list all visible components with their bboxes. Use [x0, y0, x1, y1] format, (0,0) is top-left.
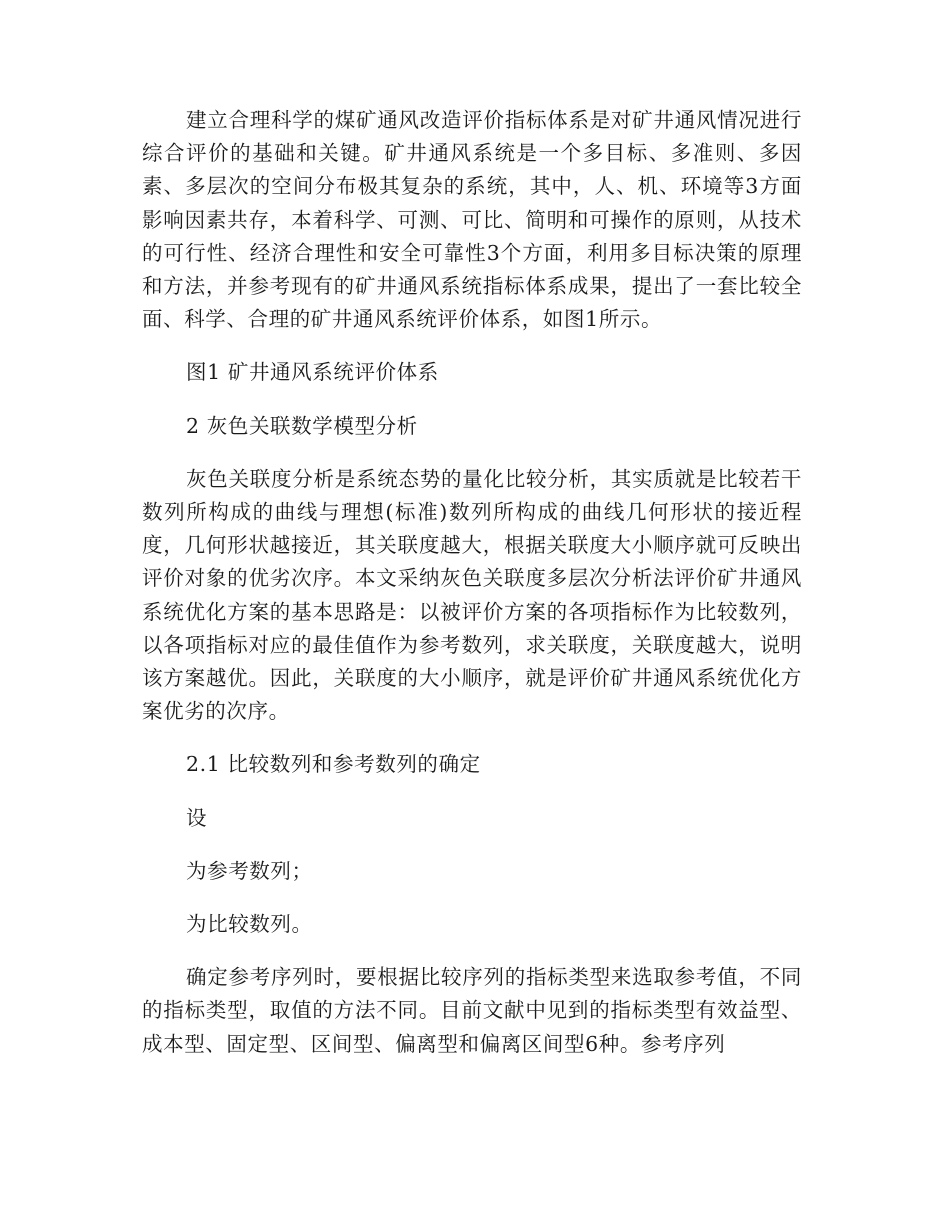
- line-comparison-sequence: 为比较数列。: [186, 912, 313, 937]
- document-page: [142, 104, 802, 1061]
- paragraph-evaluation-system: 建立合理科学的煤矿通风改造评价指标体系是对矿井通风情况进行综合评价的基础和关键。矿井通风系统是一个多目标、多准则、多因素、多层次的空间分布极其复杂的系统，其中，人、机、环境等3方面影响因素共存，本着科学、可测、可比、简明和可操作的原则，从技术的可行性、经济合理性和安全可靠性3个方面，利用多目标决策的原理和方法，并参考现有的矿井通风系统指标体系成果，提出了一套比较全面、科学、合理的矿井通风系统评价体系，如图1所示。: [142, 108, 802, 332]
- figure-caption: 图1 矿井通风系统评价体系: [186, 360, 439, 385]
- section-heading: 2 灰色关联数学模型分析: [186, 413, 418, 438]
- paragraph-grey-relational: 灰色关联度分析是系统态势的量化比较分析，其实质就是比较若干数列所构成的曲线与理想(标准)数列所构成的曲线几何形状的接近程度，几何形状越接近，其关联度越大，根据关联度大小顺序就可反映出评价对象的优劣次序。本文采纳灰色关联度多层次分析法评价矿井通风系统优化方案的基本思路是：以被评价方案的各项指标作为比较数列，以各项指标对应的最佳值作为参考数列，求关联度，关联度越大，说明该方案越优。因此，关联度的大小顺序，就是评价矿井通风系统优化方案优劣的次序。: [142, 466, 802, 724]
- line-set: 设: [186, 805, 208, 830]
- subsection-heading: 2.1 比较数列和参考数列的确定: [186, 752, 481, 777]
- paragraph-reference-selection: 确定参考序列时，要根据比较序列的指标类型来选取参考值，不同的指标类型，取值的方法不同。目前文献中见到的指标类型有效益型、成本型、固定型、区间型、偏离型和偏离区间型6种。参考序列: [142, 965, 802, 1056]
- line-reference-sequence: 为参考数列；: [186, 858, 313, 883]
